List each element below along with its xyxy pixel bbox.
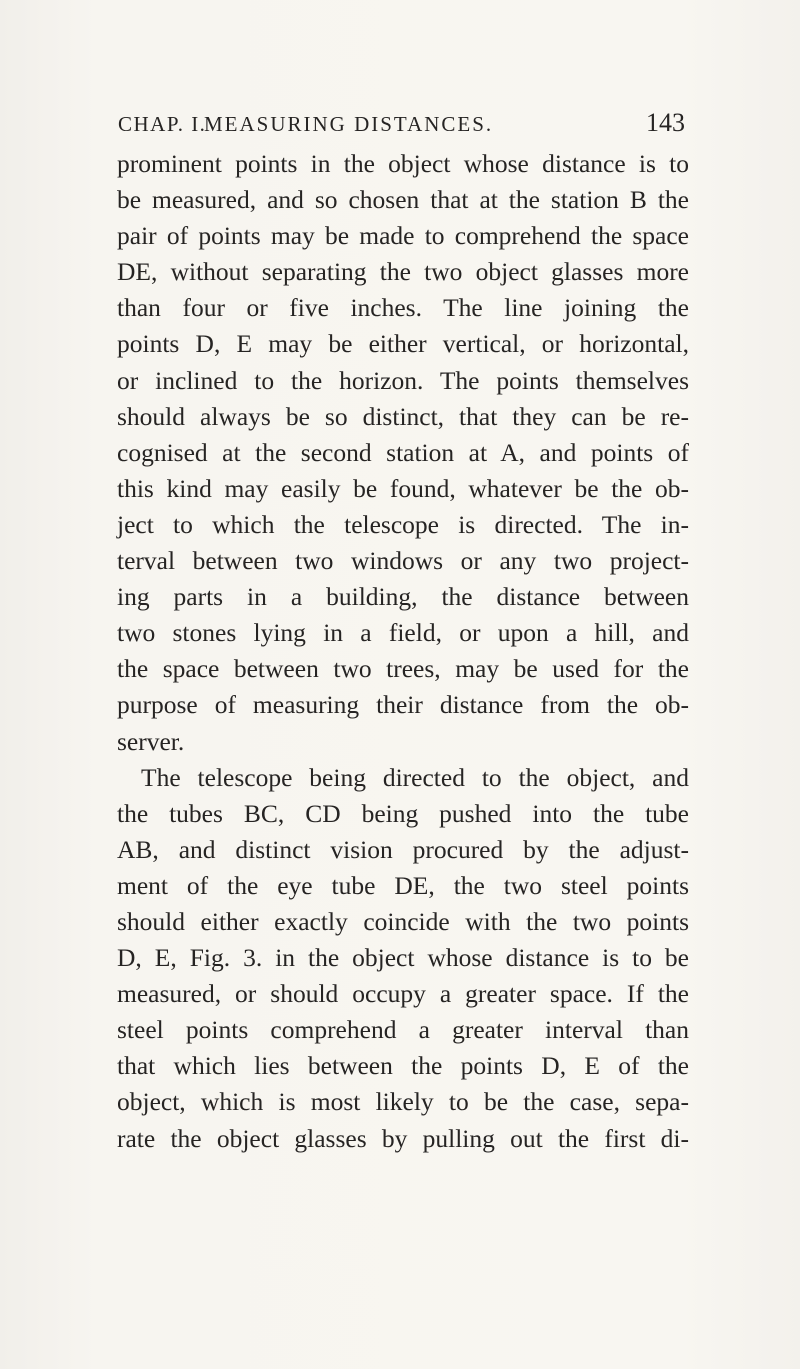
- text-line: The telescope being directed to the object, and: [141, 762, 689, 792]
- text-line: terval between two windows or any two project-: [117, 546, 689, 576]
- text-line: or inclined to the horizon. The points themselves: [117, 365, 689, 395]
- text-line: ject to which the telescope is directed. The in-: [117, 509, 689, 539]
- page-body: [117, 146, 689, 1157]
- chapter-label: CHAP. I.: [118, 112, 207, 136]
- text-line: two stones lying in a field, or upon a hill, and: [117, 618, 689, 648]
- text-line: ment of the eye tube DE, the two steel points: [117, 870, 689, 900]
- page-header: [118, 108, 685, 142]
- text-line: AB, and distinct vision procured by the adjust-: [117, 834, 689, 864]
- text-line: ing parts in a building, the distance between: [117, 582, 689, 612]
- text-line: measured, or should occupy a greater space. If the: [117, 979, 689, 1009]
- text-line: the tubes BC, CD being pushed into the tube: [117, 798, 689, 828]
- text-line: points D, E may be either vertical, or horizontal,: [117, 329, 689, 359]
- text-line: object, which is most likely to be the case, sepa-: [117, 1087, 689, 1117]
- text-line: this kind may easily be found, whatever be the ob-: [117, 473, 689, 503]
- text-line: steel points comprehend a greater interval than: [117, 1015, 689, 1045]
- running-title: MEASURING DISTANCES.: [204, 112, 494, 136]
- text-line: than four or five inches. The line joining the: [117, 293, 689, 323]
- paragraph-2: [117, 760, 689, 1157]
- paragraph-1: [117, 146, 689, 760]
- page-number: 143: [646, 108, 685, 137]
- text-line: server.: [117, 726, 185, 756]
- text-line: purpose of measuring their distance from the ob-: [117, 690, 689, 720]
- text-line: be measured, and so chosen that at the station B the: [117, 185, 689, 215]
- text-line: pair of points may be made to comprehend the space: [117, 221, 689, 251]
- text-line: DE, without separating the two object glasses more: [117, 257, 689, 287]
- text-line: should either exactly coincide with the two points: [117, 906, 689, 936]
- text-line: that which lies between the points D, E of the: [117, 1051, 689, 1081]
- text-line: D, E, Fig. 3. in the object whose distance is to be: [117, 943, 689, 973]
- text-line: should always be so distinct, that they can be re-: [117, 401, 689, 431]
- text-line: rate the object glasses by pulling out the first di-: [117, 1123, 689, 1153]
- text-line: the space between two trees, may be used for the: [117, 654, 689, 684]
- text-line: prominent points in the object whose distance is to: [117, 149, 689, 178]
- text-line: cognised at the second station at A, and points of: [117, 437, 689, 467]
